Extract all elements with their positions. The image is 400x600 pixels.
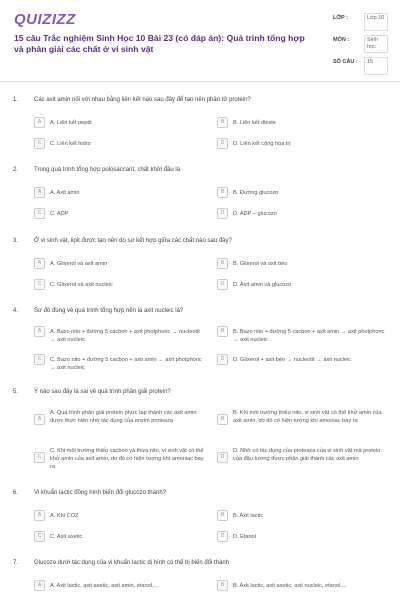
- option-text: D. ADP – glucozo: [233, 211, 277, 217]
- option-b[interactable]: [217, 510, 391, 524]
- question-text: Glucozo dưới tác dụng của vi khuẩn lactic dị hình có thể bị biến đổi thành: [34, 560, 230, 566]
- meta-row-subject: [330, 32, 390, 54]
- option-letter: A: [34, 510, 45, 521]
- option-d[interactable]: [217, 531, 391, 545]
- option-letter: D: [217, 452, 228, 463]
- option-text: A. Axit lactic, axit axetic, axit amin, etanol,...: [50, 583, 159, 589]
- option-b[interactable]: [217, 187, 391, 201]
- question-number: 7.: [13, 560, 19, 566]
- option-text: C. Khi môi trường thiếu cacbon và thừa nito, vi sinh vật có thể khử amin của axit amin, do đó có hiện tượng khí amoniac bay ra: [50, 448, 204, 470]
- option-a[interactable]: [34, 407, 208, 435]
- option-letter: D: [217, 279, 228, 290]
- option-text: B. Bazo nito + đường 5 cacbon + axit amin → axit photphoric → axit nucleic: [233, 329, 385, 343]
- option-b[interactable]: [217, 580, 391, 594]
- option-text: A. Axit amin: [50, 190, 80, 196]
- meta-value: Sinh học: [364, 35, 388, 53]
- option-letter: C: [34, 452, 45, 463]
- option-text: C. Liên kết hidro: [50, 141, 91, 147]
- question-number: 5.: [13, 389, 19, 395]
- question-text: Ở vi sinh vật, lipit được tạo nên do sự kết hợp giữa các chất nào sau đây?: [34, 238, 232, 244]
- option-d[interactable]: [217, 279, 391, 293]
- meta-label: LỚP :: [333, 15, 348, 21]
- question-text: Các axit amin nối với nhau bằng liên kết nào sau đây để tạo nên phân tử protein?: [34, 97, 251, 103]
- question-number: 1.: [13, 97, 19, 103]
- option-c[interactable]: [34, 354, 208, 374]
- brand-logo: QUIZIZZ: [14, 11, 76, 28]
- option-letter: B: [217, 258, 228, 269]
- option-text: C. ADP: [50, 211, 69, 217]
- option-letter: D: [217, 354, 228, 365]
- question-text: Sơ đồ đúng về quá trình tổng hợp nên là axit nucleic là?: [34, 308, 184, 314]
- option-text: A. Bazo nito + đường 5 cacbon + axit photphoric → nucleotit → axit nucleic: [50, 329, 200, 343]
- option-c[interactable]: [34, 138, 208, 152]
- option-text: C. Glixerol và axit nucleic: [50, 282, 113, 288]
- meta-value: Lớp 10: [364, 13, 388, 31]
- option-letter: B: [217, 414, 228, 425]
- option-letter: D: [217, 531, 228, 542]
- option-b[interactable]: [217, 407, 391, 435]
- meta-label: SỐ CÂU :: [333, 59, 358, 65]
- option-letter: C: [34, 531, 45, 542]
- option-a[interactable]: [34, 187, 208, 201]
- meta-label: MÔN :: [333, 37, 350, 43]
- meta-box: [330, 10, 390, 76]
- option-text: B. Axit lactic: [233, 513, 264, 519]
- option-letter: A: [34, 117, 45, 128]
- question-text: Trong quá trình tổng hợp polosaccarit, chất khởi đầu là: [34, 167, 181, 173]
- option-text: A. Liên kết peptit: [50, 120, 92, 126]
- option-a[interactable]: [34, 326, 208, 346]
- option-b[interactable]: [217, 117, 391, 131]
- option-text: B. Axit lactic, axit axetic, axit nucleic, etanol,...: [233, 583, 347, 589]
- option-c[interactable]: [34, 445, 208, 473]
- option-d[interactable]: [217, 208, 391, 222]
- page-header: [0, 0, 400, 82]
- meta-value: 15: [364, 57, 388, 75]
- option-letter: C: [34, 208, 45, 219]
- option-d[interactable]: [217, 445, 391, 473]
- option-c[interactable]: [34, 531, 208, 545]
- question-number: 2.: [13, 167, 19, 173]
- option-letter: B: [217, 117, 228, 128]
- option-letter: C: [34, 138, 45, 149]
- option-a[interactable]: [34, 580, 208, 594]
- option-letter: A: [34, 187, 45, 198]
- option-letter: D: [217, 208, 228, 219]
- option-text: D. Glixerol + axit béo → nucleotit → axit nucleic: [233, 357, 351, 363]
- option-letter: C: [34, 354, 45, 365]
- option-text: C. Bazo nito + đường 5 cacbon + axit amin → axit photphoric → axit nucleic: [50, 357, 202, 371]
- option-letter: B: [217, 187, 228, 198]
- option-letter: A: [34, 326, 45, 337]
- option-text: A. Glixerol và axit amin: [50, 261, 108, 267]
- option-text: D. Nhờ có tác dụng của proteaza của vi sinh vật mà protein của đậu tương được phân giải thành các axit amin: [233, 448, 381, 462]
- option-letter: B: [217, 580, 228, 591]
- option-text: C. Axit axetic: [50, 534, 83, 540]
- option-letter: D: [217, 138, 228, 149]
- option-text: D. Etanol: [233, 534, 257, 540]
- option-letter: A: [34, 580, 45, 591]
- page-title: 15 câu Trắc nghiệm Sinh Học 10 Bài 23 (có đáp án): Quá trình tổng hợp và phân giải các chất ở vi sinh vật: [14, 33, 305, 54]
- option-letter: A: [34, 414, 45, 425]
- option-letter: C: [34, 279, 45, 290]
- option-a[interactable]: [34, 117, 208, 131]
- option-letter: A: [34, 258, 45, 269]
- option-text: D. Liên kết cộng hóa trị: [233, 141, 291, 147]
- option-text: B. Đường glucozo: [233, 190, 279, 196]
- option-text: B. Khi môi trường thiếu nito, vi sinh vật có thể khử amin của axit amin, do đó có hiện tượng khí amoniac bay ra: [233, 410, 382, 424]
- question-text: Vi khuẩn lactic đồng hình biến đổi glucozo thành?: [34, 490, 166, 496]
- question-text: Ý nào sau đây là sai về quá trình phân giải protein?: [34, 389, 171, 395]
- question-number: 3.: [13, 238, 19, 244]
- option-text: A. Khí CO2: [50, 513, 79, 519]
- option-letter: B: [217, 510, 228, 521]
- option-c[interactable]: [34, 279, 208, 293]
- option-a[interactable]: [34, 510, 208, 524]
- option-a[interactable]: [34, 258, 208, 272]
- option-b[interactable]: [217, 326, 391, 346]
- meta-row-count: [330, 54, 390, 76]
- option-text: D. Axit amin và glucozo: [233, 282, 292, 288]
- meta-row-class: [330, 10, 390, 32]
- option-text: B. Liên kết dieste: [233, 120, 276, 126]
- option-d[interactable]: [217, 354, 391, 374]
- question-number: 6.: [13, 490, 19, 496]
- option-text: B. Glixerol và axit béo: [233, 261, 288, 267]
- option-c[interactable]: [34, 208, 208, 222]
- question-number: 4.: [13, 308, 19, 314]
- option-b[interactable]: [217, 258, 391, 272]
- option-d[interactable]: [217, 138, 391, 152]
- option-text: A. Quá trình phân giải protein phức tạp thành các axit amin được thực hiện nhờ tác dụng của enzim proteaza: [50, 410, 197, 424]
- option-letter: B: [217, 326, 228, 337]
